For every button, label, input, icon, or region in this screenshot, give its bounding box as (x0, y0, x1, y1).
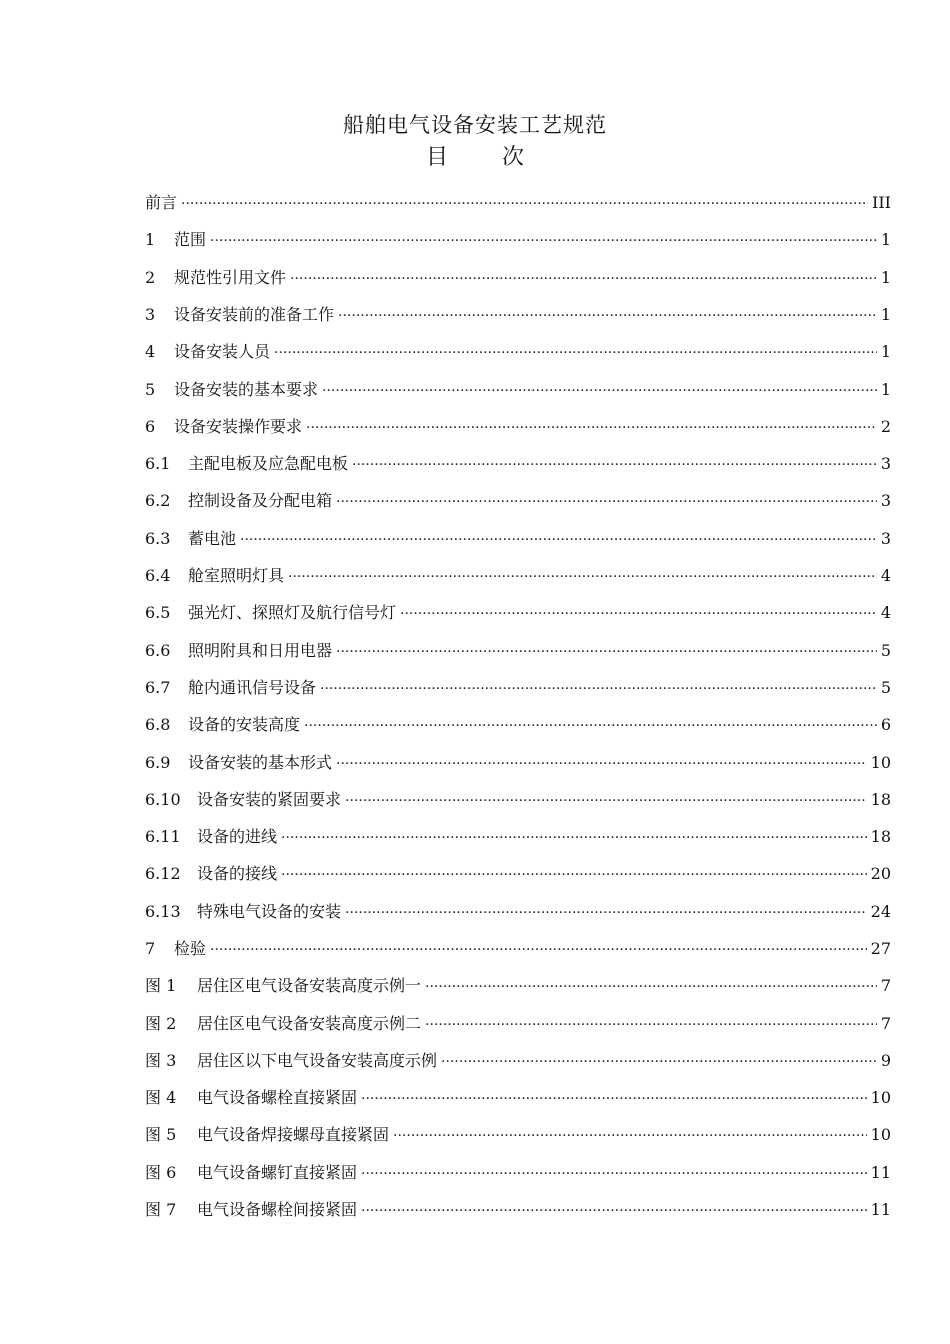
toc-entry-page: 3 (880, 529, 891, 548)
toc-entry-number: 图 6 (145, 1163, 177, 1182)
toc-entry[interactable] (145, 861, 891, 887)
toc-entry-label: 设备安装前的准备工作 (174, 305, 335, 324)
toc-entry[interactable] (145, 1160, 891, 1186)
toc-entry-page: 7 (880, 1014, 891, 1033)
document-title: 船舶电气设备安装工艺规范 (343, 113, 607, 137)
toc-entry-label: 设备安装的紧固要求 (197, 790, 342, 809)
toc-entry-page: 5 (880, 641, 891, 660)
dot-leader (304, 713, 877, 739)
toc-entry-label: 设备安装人员 (174, 342, 271, 361)
toc-entry-page: 3 (880, 454, 891, 473)
toc-entry-page: 1 (880, 305, 891, 324)
dot-leader (181, 191, 868, 217)
toc-entry-label: 强光灯、探照灯及航行信号灯 (188, 603, 397, 622)
toc-entry-label: 舱内通讯信号设备 (188, 678, 317, 697)
dot-leader (441, 1049, 877, 1075)
toc-entry-number: 3 (145, 305, 156, 324)
toc-entry[interactable] (145, 899, 891, 925)
toc-entry-label: 规范性引用文件 (174, 268, 287, 287)
toc-entry-page: 10 (870, 753, 891, 772)
toc-entry-label: 特殊电气设备的安装 (197, 902, 342, 921)
dot-leader (352, 452, 877, 478)
toc-entry[interactable] (145, 787, 891, 813)
dot-leader (240, 527, 877, 553)
toc-entry-number: 6.10 (145, 790, 181, 809)
toc-entry-number: 6.11 (145, 827, 181, 846)
toc-entry-page: 1 (880, 230, 891, 249)
toc-entry-page: 27 (870, 939, 891, 958)
toc-entry-page: III (872, 193, 891, 212)
toc-entry-label: 电气设备螺栓直接紧固 (197, 1088, 358, 1107)
toc-entry-number: 图 7 (145, 1200, 177, 1219)
toc-entry[interactable] (145, 712, 891, 738)
toc-entry-number: 6.1 (145, 454, 171, 473)
toc-entry-label: 范围 (174, 230, 207, 249)
toc-entry[interactable] (145, 190, 891, 216)
dot-leader (393, 1123, 867, 1149)
toc-entry[interactable] (145, 750, 891, 776)
toc-entry-number: 5 (145, 380, 156, 399)
toc-entry-label: 主配电板及应急配电板 (188, 454, 349, 473)
toc-entry-label: 设备安装的基本要求 (174, 380, 319, 399)
toc-heading (0, 144, 950, 172)
toc-entry-page: 10 (870, 1088, 891, 1107)
dot-leader (210, 937, 867, 963)
toc-entry[interactable] (145, 414, 891, 440)
toc-entry[interactable] (145, 227, 891, 253)
toc-entry-number: 图 5 (145, 1125, 177, 1144)
toc-entry-page: 1 (880, 380, 891, 399)
toc-entry-label: 设备安装操作要求 (174, 417, 303, 436)
toc-entry[interactable] (145, 675, 891, 701)
toc-entry-number: 4 (145, 342, 156, 361)
toc-entry-page: 9 (880, 1051, 891, 1070)
toc-entry-number: 6.13 (145, 902, 181, 921)
toc-entry[interactable] (145, 563, 891, 589)
toc-entry[interactable] (145, 1122, 891, 1148)
toc-entry-page: 24 (870, 902, 891, 921)
toc-entry-label: 居住区电气设备安装高度示例一 (197, 976, 422, 995)
toc-entry-number: 图 2 (145, 1014, 177, 1033)
toc-entry[interactable] (145, 302, 891, 328)
toc-entry-label: 居住区以下电气设备安装高度示例 (197, 1051, 438, 1070)
toc-entry-number: 1 (145, 230, 156, 249)
dot-leader (336, 751, 867, 777)
toc-entry-page: 3 (880, 491, 891, 510)
toc-entry-page: 6 (880, 715, 891, 734)
toc-entry-page: 18 (870, 790, 891, 809)
toc-entry-label: 设备安装的基本形式 (188, 753, 333, 772)
toc-entry-number: 图 1 (145, 976, 177, 995)
toc-entry-number: 6.9 (145, 753, 171, 772)
dot-leader (336, 639, 877, 665)
toc-entry-label: 照明附具和日用电器 (188, 641, 333, 660)
toc-entry-number: 6.8 (145, 715, 171, 734)
dot-leader (400, 601, 877, 627)
dot-leader (425, 974, 877, 1000)
toc-entry-number: 6.2 (145, 491, 171, 510)
dot-leader (210, 228, 877, 254)
toc-entry[interactable] (145, 936, 891, 962)
toc-entry-page: 11 (870, 1200, 891, 1219)
dot-leader (361, 1198, 867, 1224)
toc-entry-label: 前言 (145, 193, 178, 212)
toc-entry-page: 20 (870, 864, 891, 883)
toc-entry-number: 图 3 (145, 1051, 177, 1070)
toc-entry[interactable] (145, 488, 891, 514)
toc-entry-page: 7 (880, 976, 891, 995)
toc-entry-label: 设备的安装高度 (188, 715, 301, 734)
dot-leader (281, 862, 867, 888)
toc-entry-number: 6.12 (145, 864, 181, 883)
toc-heading-right: 次 (502, 145, 525, 170)
dot-leader (361, 1086, 867, 1112)
toc-entry-number: 6.7 (145, 678, 171, 697)
toc-entry-page: 10 (870, 1125, 891, 1144)
toc-entry[interactable] (145, 526, 891, 552)
toc-heading-left: 目 (425, 145, 448, 170)
toc-entry[interactable] (145, 339, 891, 365)
toc-entry-label: 电气设备焊接螺母直接紧固 (197, 1125, 390, 1144)
toc-entry-label: 蓄电池 (188, 529, 237, 548)
toc-entry-page: 4 (880, 566, 891, 585)
toc-entry-page: 4 (880, 603, 891, 622)
dot-leader (361, 1161, 867, 1187)
toc-entry[interactable] (145, 377, 891, 403)
toc-entry[interactable] (145, 451, 891, 477)
dot-leader (322, 378, 877, 404)
dot-leader (338, 303, 877, 329)
toc-entry-label: 设备的进线 (197, 827, 278, 846)
toc-entry[interactable] (145, 973, 891, 999)
toc-entry-label: 控制设备及分配电箱 (188, 491, 333, 510)
toc-entry-page: 11 (870, 1163, 891, 1182)
toc-entry-label: 居住区电气设备安装高度示例二 (197, 1014, 422, 1033)
dot-leader (425, 1012, 877, 1038)
dot-leader (320, 676, 877, 702)
dot-leader (306, 415, 877, 441)
toc-entry[interactable] (145, 1085, 891, 1111)
toc-entry[interactable] (145, 824, 891, 850)
dot-leader (274, 340, 877, 366)
toc-entry-number: 图 4 (145, 1088, 177, 1107)
dot-leader (336, 489, 877, 515)
toc-entry-number: 6 (145, 417, 156, 436)
toc-entry-page: 18 (870, 827, 891, 846)
toc-entry[interactable] (145, 638, 891, 664)
dot-leader (281, 825, 867, 851)
dot-leader (345, 900, 867, 926)
toc-entry-number: 6.5 (145, 603, 171, 622)
toc-entry-number: 2 (145, 268, 156, 287)
toc-entry-page: 2 (880, 417, 891, 436)
toc-entry[interactable] (145, 1011, 891, 1037)
toc-entry-number: 6.3 (145, 529, 171, 548)
dot-leader (345, 788, 867, 814)
toc-entry-label: 电气设备螺栓间接紧固 (197, 1200, 358, 1219)
toc-entry-number: 6.6 (145, 641, 171, 660)
toc-entry[interactable] (145, 1048, 891, 1074)
dot-leader (290, 266, 877, 292)
toc-entry-label: 设备的接线 (197, 864, 278, 883)
toc-entry-label: 舱室照明灯具 (188, 566, 285, 585)
toc-entry[interactable] (145, 1197, 891, 1223)
toc-entry-label: 检验 (174, 939, 207, 958)
toc-entry[interactable] (145, 600, 891, 626)
dot-leader (288, 564, 877, 590)
toc-entry-page: 5 (880, 678, 891, 697)
toc-entry-label: 电气设备螺钉直接紧固 (197, 1163, 358, 1182)
toc-entry[interactable] (145, 265, 891, 291)
toc-entry-page: 1 (880, 268, 891, 287)
toc-entry-page: 1 (880, 342, 891, 361)
toc-entry-number: 6.4 (145, 566, 171, 585)
toc-entry-number: 7 (145, 939, 156, 958)
